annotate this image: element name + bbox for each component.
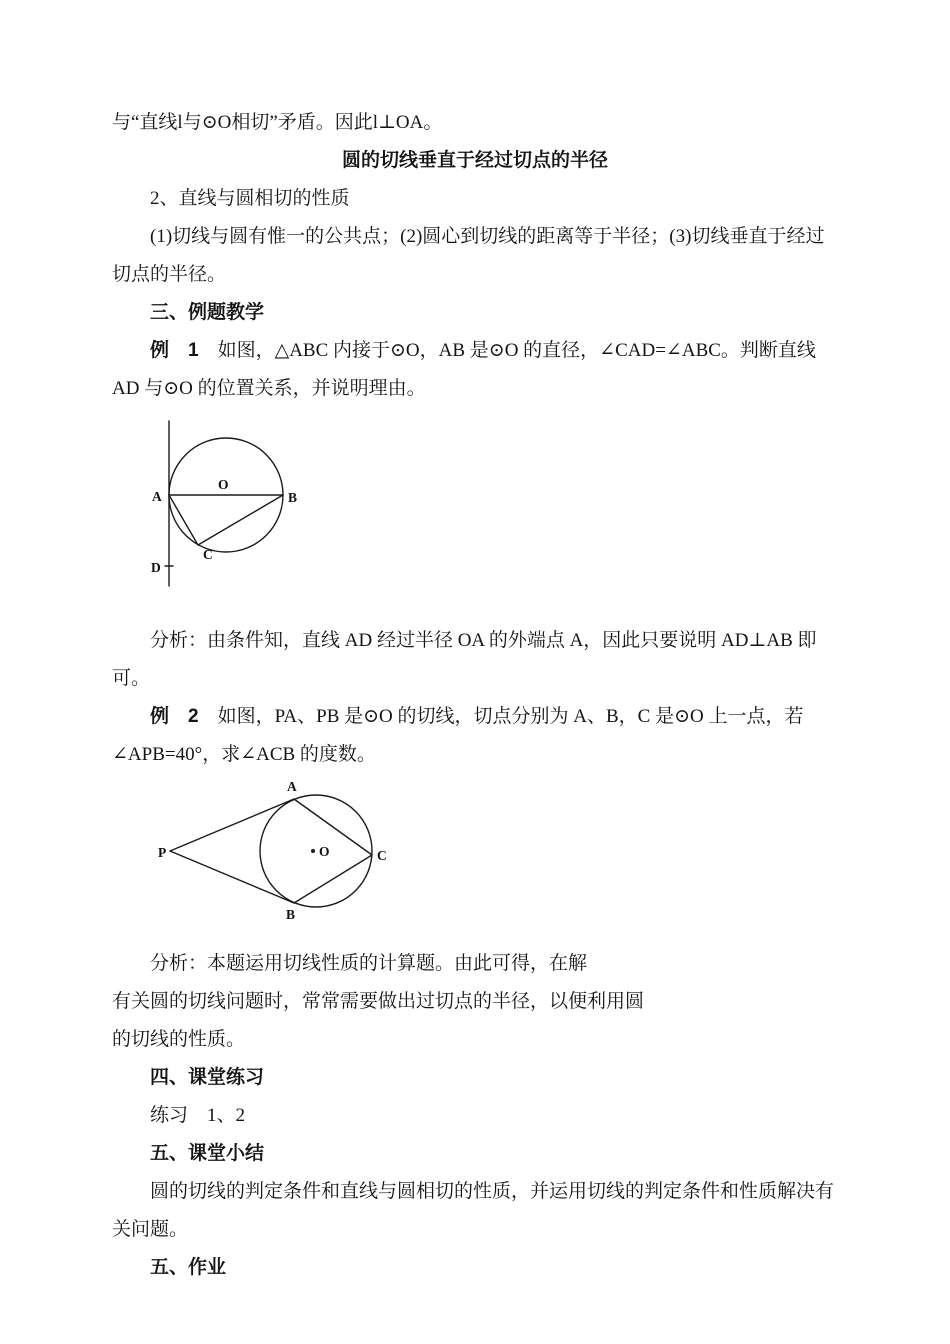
example-2-label: 例 2: [150, 706, 199, 727]
chord-ac: [169, 495, 198, 545]
example-2-text: 如图，PA、PB 是⊙O 的切线，切点分别为 A、B，C 是⊙O 上一点，若∠APB=40°，求∠ACB 的度数。: [112, 706, 804, 765]
paragraph-practice-items: 练习 1、2: [150, 1105, 246, 1126]
tangent-pb: [170, 851, 294, 903]
figure-example-1: [134, 418, 838, 590]
label-center-o: O: [319, 844, 330, 859]
paragraph-lesson-summary: 圆的切线的判定条件和直线与圆相切的性质，并运用切线的判定条件和性质解决有关问题。: [112, 1181, 835, 1240]
label-point-p: P: [158, 845, 167, 860]
heading-section-5-homework: 五、作业: [150, 1257, 227, 1278]
heading-section-5-summary: 五、课堂小结: [150, 1143, 265, 1164]
paragraph-analysis-2-line-1: 分析：本题运用切线性质的计算题。由此可得，在解: [150, 953, 588, 974]
paragraph-analysis-1: 分析：由条件知，直线 AD 经过半径 OA 的外端点 A，因此只要说明 AD⊥AB 即可。: [112, 630, 817, 689]
label-point-c: C: [203, 547, 213, 562]
label-point-d: D: [151, 560, 161, 575]
figure-example-2: [158, 779, 838, 925]
figure-example-2-svg: [158, 779, 398, 925]
chord-cb: [198, 495, 283, 545]
example-1-label: 例 1: [150, 340, 199, 361]
paragraph-proof-conclusion: 与“直线l与⊙O相切”矛盾。因此l⊥OA。: [112, 112, 443, 133]
paragraph-property-heading: 2、直线与圆相切的性质: [150, 188, 350, 209]
heading-section-3-examples: 三、例题教学: [150, 302, 265, 323]
paragraph-tangent-properties: (1)切线与圆有惟一的公共点；(2)圆心到切线的距离等于半径；(3)切线垂直于经过切点的半径。: [112, 226, 825, 285]
paragraph-example-2: [112, 698, 838, 774]
label-point-a: A: [287, 779, 297, 794]
paragraph-example-1: [112, 332, 838, 408]
paragraph-analysis-2-line-2: 有关圆的切线问题时，常常需要做出过切点的半径，以便利用圆: [112, 991, 645, 1012]
label-point-c: C: [377, 848, 387, 863]
paragraph-analysis-2-line-3: 的切线的性质。: [112, 1029, 246, 1050]
theorem-title: 圆的切线垂直于经过切点的半径: [341, 150, 608, 171]
chord-ac: [294, 799, 372, 855]
label-point-b: B: [286, 907, 296, 922]
figure-example-1-svg: [134, 418, 356, 590]
label-point-a: A: [152, 489, 162, 504]
center-dot: [311, 849, 315, 853]
label-center-o: O: [218, 477, 229, 492]
heading-section-4-practice: 四、课堂练习: [150, 1067, 265, 1088]
tangent-pa: [170, 799, 294, 851]
chord-bc: [294, 855, 372, 903]
example-1-text: 如图，△ABC 内接于⊙O，AB 是⊙O 的直径，∠CAD=∠ABC。判断直线 AD 与⊙O 的位置关系，并说明理由。: [112, 340, 816, 399]
label-point-b: B: [288, 490, 298, 505]
